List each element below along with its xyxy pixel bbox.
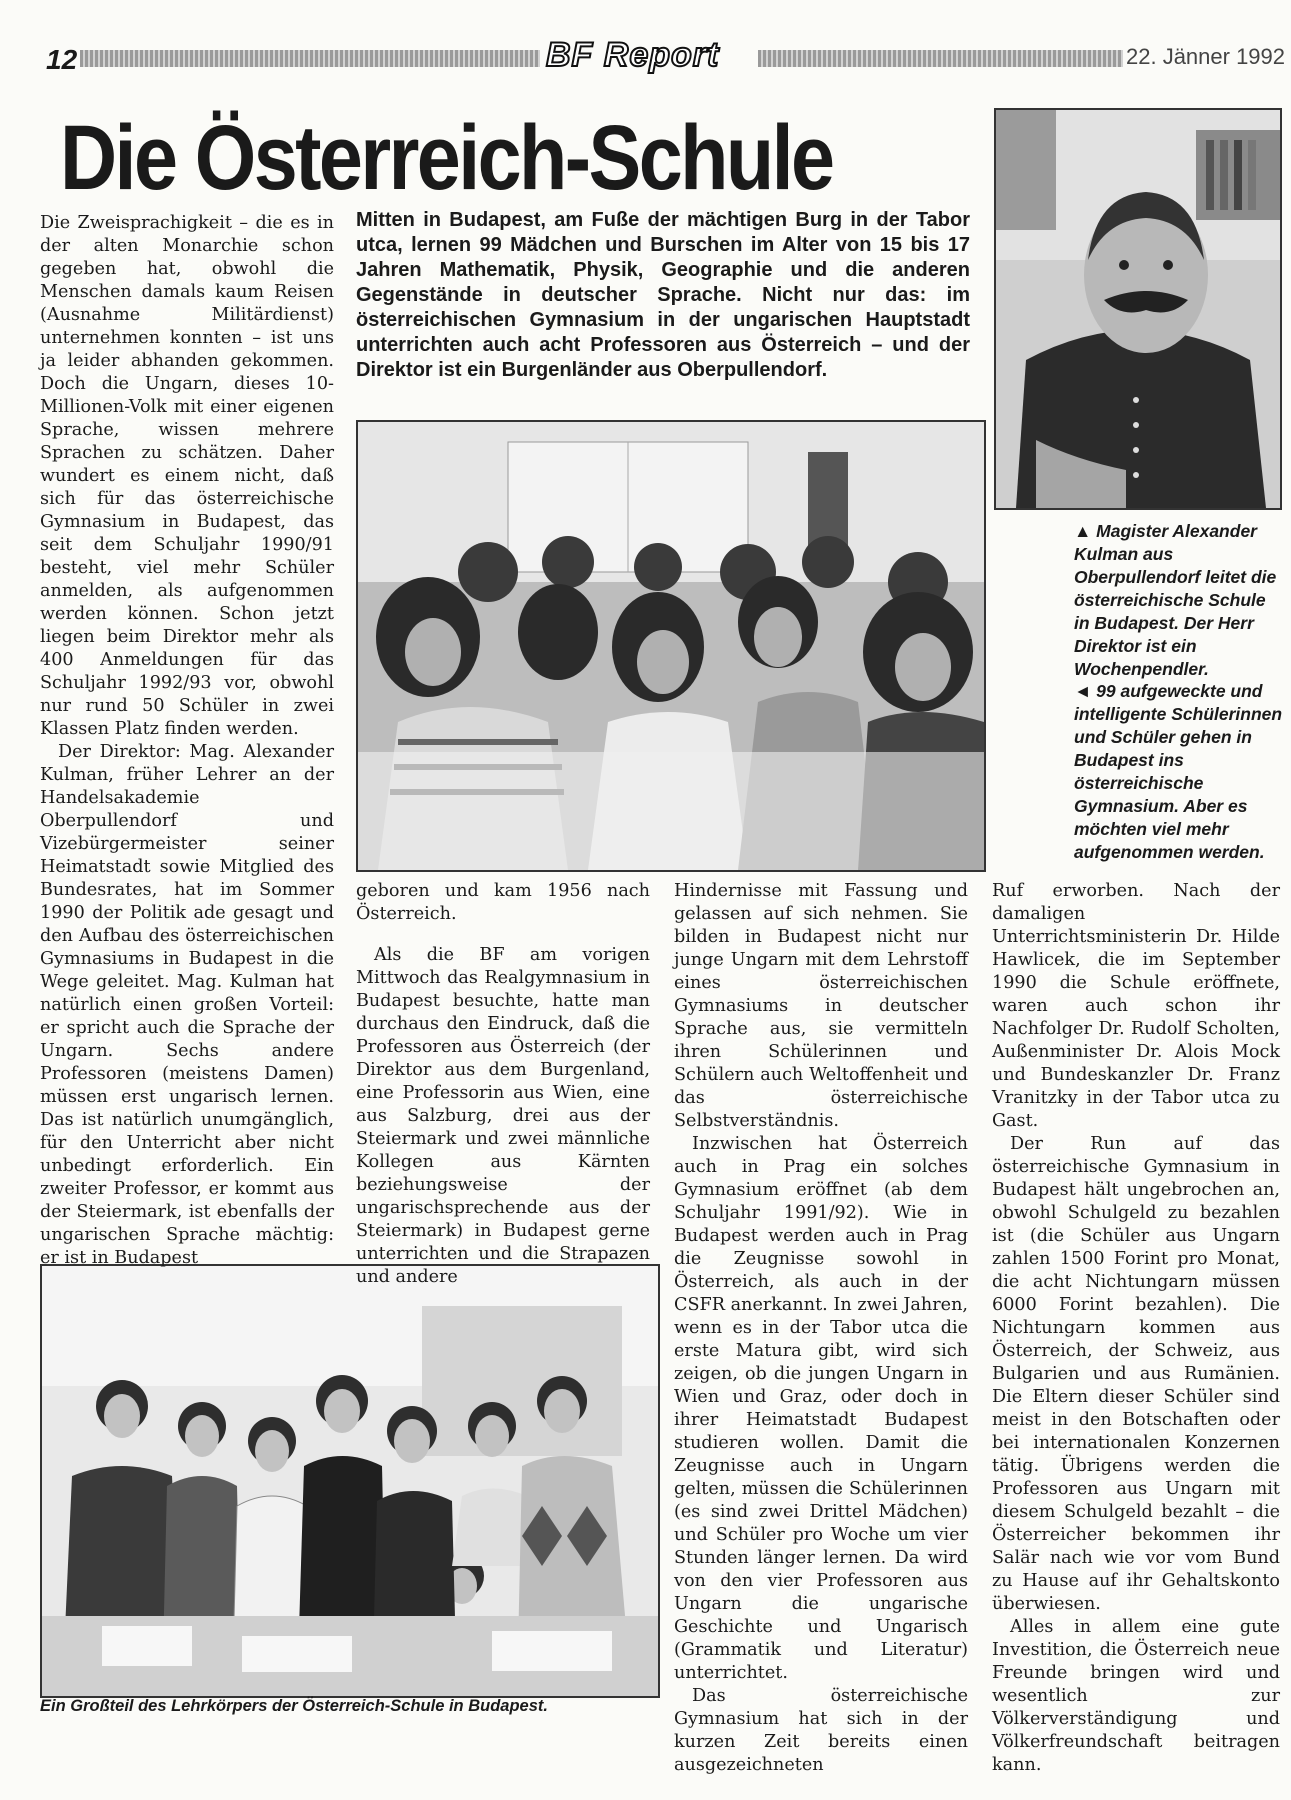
column-1-paragraph: Der Direktor: Mag. Alexander Kulman, früher Lehrer an der Handelsakademie Oberpullendorf und Vizebürgermeister seiner Heimatstadt sowie Mitglied des Bundesrates, hat im Sommer 1990 der Politik ade gesagt und den Aufbau des österreichischen Gymnasiums in Budapest in die Wege geleitet. Mag. Kulman hat natürlich einen großen Vorteil: er spricht auch die Sprache der Ungarn. Sechs andere Professoren (meistens Damen) müssen erst ungarisch lernen. Das ist natürlich unumgänglich, für den Unterricht aber nicht unbedingt erforderlich. Ein zweiter Professor, er kommt aus der Steiermark, ist ebenfalls der ungarischen Sprache mächtig: er ist in Budapest (40, 742, 334, 1268)
article-column-3 (674, 880, 968, 1777)
faculty-photo-illustration (42, 1266, 658, 1696)
header-rule-left (80, 50, 540, 67)
director-photo (994, 108, 1282, 510)
article-column-2 (356, 880, 650, 1289)
column-4-paragraph: Ruf erworben. Nach der damaligen Unterrichtsministerin Dr. Hilde Hawlicek, die im September 1990 die Schule eröffnete, waren auch schon ihr Nachfolger Dr. Rudolf Scholten, Außenminister Dr. Alois Mock und Bundeskanzler Dr. Franz Vranitzky in der Tabor utca zu Gast. (992, 881, 1280, 1131)
issue-date: 22. Jänner 1992 (1126, 44, 1286, 69)
page-number: 12 (46, 44, 78, 75)
article-column-4 (992, 880, 1280, 1777)
column-4-paragraph: Der Run auf das österreichische Gymnasium in Budapest hält ungebrochen an, obwohl Schulgeld zu bezahlen ist (die Schüler aus Ungarn zahlen 1500 Forint pro Monat, die acht Nichtungarn müssen 6000 Forint bezahlen). Die Nichtungarn kommen aus Österreich, der Schweiz, aus Bulgarien und aus Rumänien. Die Eltern dieser Schüler sind meist in den Botschaften oder bei internationalen Konzernen tätig. Übrigens werden die Professoren aus Ungarn mit diesem Schulgeld bezahlt – die Österreicher bekommen ihr Salär nach wie vor vom Bund zu Hause auf ihr Gehaltskonto überwiesen. (992, 1134, 1280, 1614)
headline: Die Österreich-Schule (60, 107, 833, 209)
lead-paragraph: Mitten in Budapest, am Fuße der mächtigen Burg in der Tabor utca, lernen 99 Mädchen und Burschen im Alter von 15 bis 17 Jahren Mathematik, Physik, Geographie und die anderen Gegenstände in deutscher Sprache. Nicht nur das: im österreichischen Gymnasium in der ungarischen Hauptstadt unterrichten auch acht Professoren aus Österreich – und der Direktor ist ein Burgenländer aus Oberpullendorf. (356, 209, 970, 381)
column-3-paragraph: Das österreichische Gymnasium hat sich in der kurzen Zeit bereits einen ausgezeichneten (674, 1686, 968, 1775)
header-rule-right (758, 50, 1123, 67)
column-2-paragraph: geboren und kam 1956 nach Österreich. (356, 881, 650, 924)
column-1-paragraph: Die Zweisprachigkeit – die es in der alten Monarchie schon gegeben hat, obwohl die Menschen damals kaum Reisen (Ausnahme Militärdienst) unternehmen konnten – ist uns ja leider abhanden gekommen. Doch die Ungarn, dieses 10-Millionen-Volk mit einer eigenen Sprache, wissen mehrere Sprachen zu schätzen. Daher wundert es einem nicht, daß sich für das österreichische Gymnasium in Budapest, das seit dem Schuljahr 1990/91 besteht, viel mehr Schüler anmelden, als aufgenommen werden können. Schon jetzt liegen beim Direktor mehr als 400 Anmeldungen für das Schuljahr 1992/93 vor, obwohl nur rund 50 Schüler in zwei Klassen Platz finden werden. (40, 213, 334, 739)
caption-faculty: Ein Großteil des Lehrkörpers der Österreich-Schule in Budapest. (40, 1697, 548, 1715)
caption-students: ◄ 99 aufgeweckte und intelligente Schülerinnen und Schüler gehen in Budapest ins österreichische Gymnasium. Aber es möchten viel mehr aufgenommen werden. (1074, 681, 1283, 862)
column-3-paragraph: Hindernisse mit Fassung und gelassen auf sich nehmen. Sie bilden in Budapest nicht nur junge Ungarn mit dem Lehrstoff eines österreichischen Gymnasiums in deutscher Sprache aus, sie vermitteln ihren Schülerinnen und Schülern auch Weltoffenheit und das österreichische Selbstverständnis. (674, 881, 968, 1131)
caption-director: ▲ Magister Alexander Kulman aus Oberpullendorf leitet die österreichische Schule in Budapest. Der Herr Direktor ist ein Wochenpendler. (1074, 521, 1277, 679)
director-photo-illustration (996, 110, 1280, 508)
classroom-photo-illustration (358, 422, 984, 870)
brand-logo: BF Report (546, 36, 720, 74)
column-4-paragraph: Alles in allem eine gute Investition, die Österreich neue Freunde bringen wird und wesentlich zur Völkerverständigung und Völkerfreundschaft beitragen kann. (992, 1617, 1280, 1775)
column-3-paragraph: Inzwischen hat Österreich auch in Prag ein solches Gymnasium eröffnet (ab dem Schuljahr 1991/92). Wie in Budapest werden auch in Prag die Zeugnisse sowohl in Österreich, als auch in der CSFR anerkannt. In zwei Jahren, wenn es in der Tabor utca die erste Matura gibt, wird sich zeigen, ob die jungen Ungarn in Wien und Graz, oder doch in ihrer Heimatstadt Budapest studieren wollen. Damit die Zeugnisse auch in Ungarn gelten, müssen die Schülerinnen (es sind zwei Drittel Mädchen) und Schüler pro Woche um vier Stunden länger lernen. Da wird von den vier Professoren aus Ungarn die ungarische Geschichte und Ungarisch (Grammatik und Literatur) unterrichtet. (674, 1134, 968, 1683)
article-column-1 (40, 212, 334, 1270)
column-2-paragraph: Als die BF am vorigen Mittwoch das Realgymnasium in Budapest besuchte, hatte man durchaus den Eindruck, daß die Professoren aus Österreich (der Direktor aus dem Burgenland, eine Professorin aus Wien, eine aus Salzburg, drei aus der Steiermark und zwei männliche Kollegen aus Kärnten beziehungsweise der ungarischsprechende aus der Steiermark) in Budapest gerne unterrichten und die Strapazen und andere (356, 945, 650, 1287)
faculty-photo (40, 1264, 660, 1698)
classroom-photo (356, 420, 986, 872)
